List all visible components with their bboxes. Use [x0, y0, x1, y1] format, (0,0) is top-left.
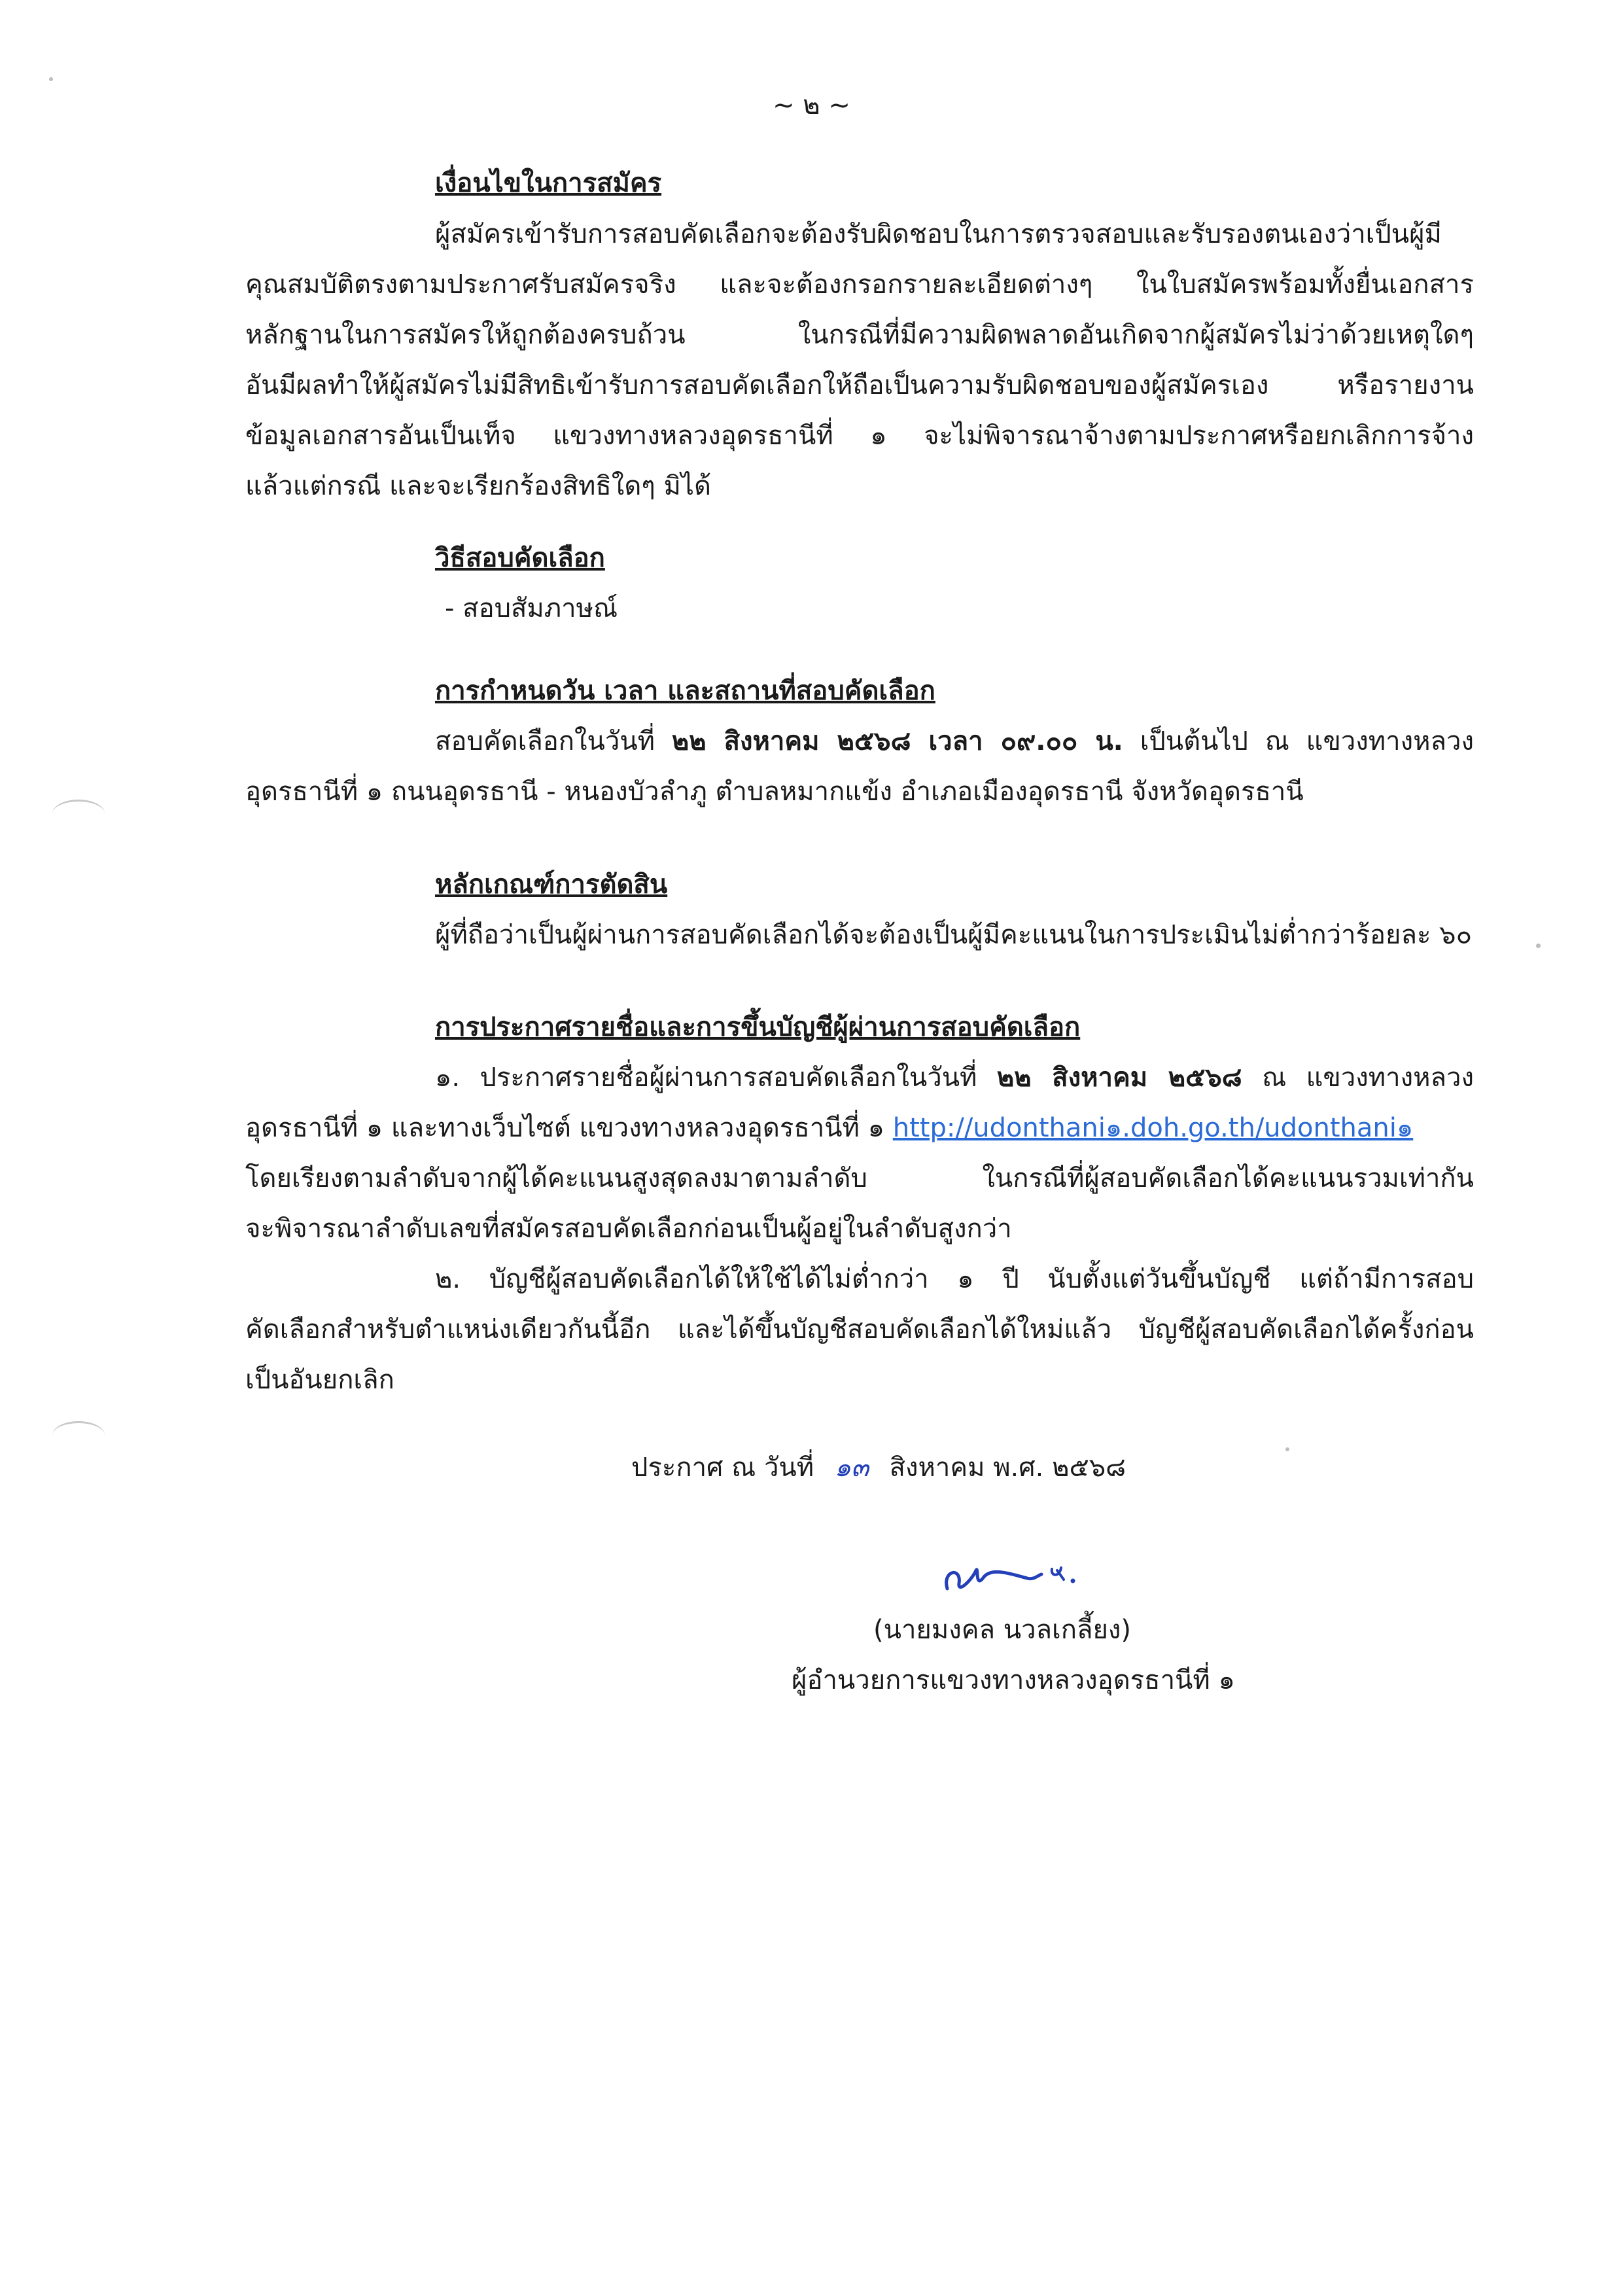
- text-span: อุดรธานีที่ ๑ และทางเว็บไซต์ แขวงทางหลวงอุดรธานีที่ ๑: [245, 1113, 893, 1143]
- scan-speck: [1536, 944, 1541, 948]
- page-number: ~ ๒ ~: [773, 90, 850, 120]
- exam-date-time: ๒๒ สิงหาคม ๒๕๖๘ เวลา ๐๙.๐๐ น.: [671, 726, 1123, 756]
- criteria-paragraph: [245, 910, 1474, 961]
- punch-hole-mark: [52, 1421, 105, 1449]
- handwritten-day: ๑๓: [834, 1453, 869, 1483]
- text-line: ผู้ที่ถือว่าเป็นผู้ผ่านการสอบคัดเลือกได้จะต้องเป็นผู้มีคะแนนในการประเมินไม่ต่ำกว่าร้อยละ ๖๐: [435, 920, 1472, 950]
- text-line: จะพิจารณาลำดับเลขที่สมัครสอบคัดเลือกก่อนเป็นผู้อยู่ในลำดับสูงกว่า: [245, 1214, 1012, 1244]
- text-line: แล้วแต่กรณี และจะเรียกร้องสิทธิใดๆ มิได้: [245, 471, 711, 501]
- text-line: โดยเรียงตามลำดับจากผู้ได้คะแนนสูงสุดลงมาตามลำดับ ในกรณีที่ผู้สอบคัดเลือกได้คะแนนรวมเท่ากัน: [245, 1163, 1474, 1193]
- handwritten-signature: [935, 1551, 1092, 1603]
- scan-speck: [1285, 1447, 1289, 1451]
- announce-date: ๒๒ สิงหาคม ๒๕๖๘: [996, 1063, 1242, 1093]
- announcement-date-line: [631, 1443, 1126, 1493]
- schedule-paragraph: [245, 716, 1474, 817]
- text-line: - สอบสัมภาษณ์: [445, 593, 618, 624]
- text-span: สอบคัดเลือกในวันที่: [435, 726, 672, 756]
- scan-speck: [49, 77, 53, 81]
- text-line: คัดเลือกสำหรับตำแหน่งเดียวกันนี้อีก และได้ขึ้นบัญชีสอบคัดเลือกได้ใหม่แล้ว บัญชีผู้สอบคัดเลือกได้ครั้งก่อน: [245, 1315, 1474, 1345]
- heading-exam-schedule: การกำหนดวัน เวลา และสถานที่สอบคัดเลือก: [435, 676, 935, 706]
- text-span: ๑. ประกาศรายชื่อผู้ผ่านการสอบคัดเลือกในวันที่: [435, 1063, 997, 1093]
- method-paragraph: [245, 584, 1474, 634]
- website-link[interactable]: http://udonthani๑.doh.go.th/udonthani๑: [892, 1113, 1414, 1143]
- text-line: หลักฐานในการสมัครให้ถูกต้องครบถ้วน ในกรณีที่มีความผิดพลาดอันเกิดจากผู้สมัครไม่ว่าด้วยเหตุใดๆ: [245, 320, 1474, 350]
- text-line: ๒. บัญชีผู้สอบคัดเลือกได้ให้ใช้ได้ไม่ต่ำกว่า ๑ ปี นับตั้งแต่วันขึ้นบัญชี แต่ถ้ามีการสอบ: [435, 1264, 1474, 1294]
- text-line: ผู้สมัครเข้ารับการสอบคัดเลือกจะต้องรับผิดชอบในการตรวจสอบและรับรองตนเองว่าเป็นผู้มี: [435, 219, 1442, 249]
- text-line: ข้อมูลเอกสารอันเป็นเท็จ แขวงทางหลวงอุดรธานีที่ ๑ จะไม่พิจารณาจ้างตามประกาศหรือยกเลิกการจ้าง: [245, 421, 1474, 451]
- announcement-paragraph: [245, 1053, 1474, 1405]
- conditions-paragraph: [245, 209, 1474, 512]
- heading-selection-method: วิธีสอบคัดเลือก: [435, 543, 605, 573]
- signatory-name: (นายมงคล นวลเกลี้ยง): [873, 1615, 1132, 1645]
- heading-judging-criteria: หลักเกณฑ์การตัดสิน: [435, 870, 668, 900]
- text-line: [245, 716, 1474, 767]
- text-line: คุณสมบัติตรงตามประกาศรับสมัครจริง และจะต้องกรอกรายละเอียดต่างๆ ในใบสมัครพร้อมทั้งยื่นเอกสาร: [245, 270, 1474, 300]
- heading-application-conditions: เงื่อนไขในการสมัคร: [435, 168, 662, 198]
- text-span: ประกาศ ณ วันที่: [631, 1453, 822, 1483]
- text-span: สิงหาคม พ.ศ. ๒๕๖๘: [881, 1453, 1126, 1483]
- text-span: ณ แขวงทางหลวง: [1242, 1063, 1475, 1093]
- signatory-position: ผู้อำนวยการแขวงทางหลวงอุดรธานีที่ ๑: [792, 1665, 1235, 1695]
- text-line: เป็นอันยกเลิก: [245, 1365, 394, 1395]
- text-line: [245, 1053, 1474, 1103]
- text-line: [245, 1103, 1474, 1154]
- text-line: อันมีผลทำให้ผู้สมัครไม่มีสิทธิเข้ารับการสอบคัดเลือกให้ถือเป็นความรับผิดชอบของผู้สมัครเอง หรือรายงาน: [245, 370, 1474, 400]
- text-line: อุดรธานีที่ ๑ ถนนอุดรธานี - หนองบัวลำภู ตำบลหมากแข้ง อำเภอเมืองอุดรธานี จังหวัดอุดรธานี: [245, 777, 1304, 807]
- punch-hole-mark: [52, 800, 105, 828]
- text-span: เป็นต้นไป ณ แขวงทางหลวง: [1123, 726, 1475, 756]
- heading-announcement: การประกาศรายชื่อและการขึ้นบัญชีผู้ผ่านการสอบคัดเลือก: [435, 1012, 1081, 1042]
